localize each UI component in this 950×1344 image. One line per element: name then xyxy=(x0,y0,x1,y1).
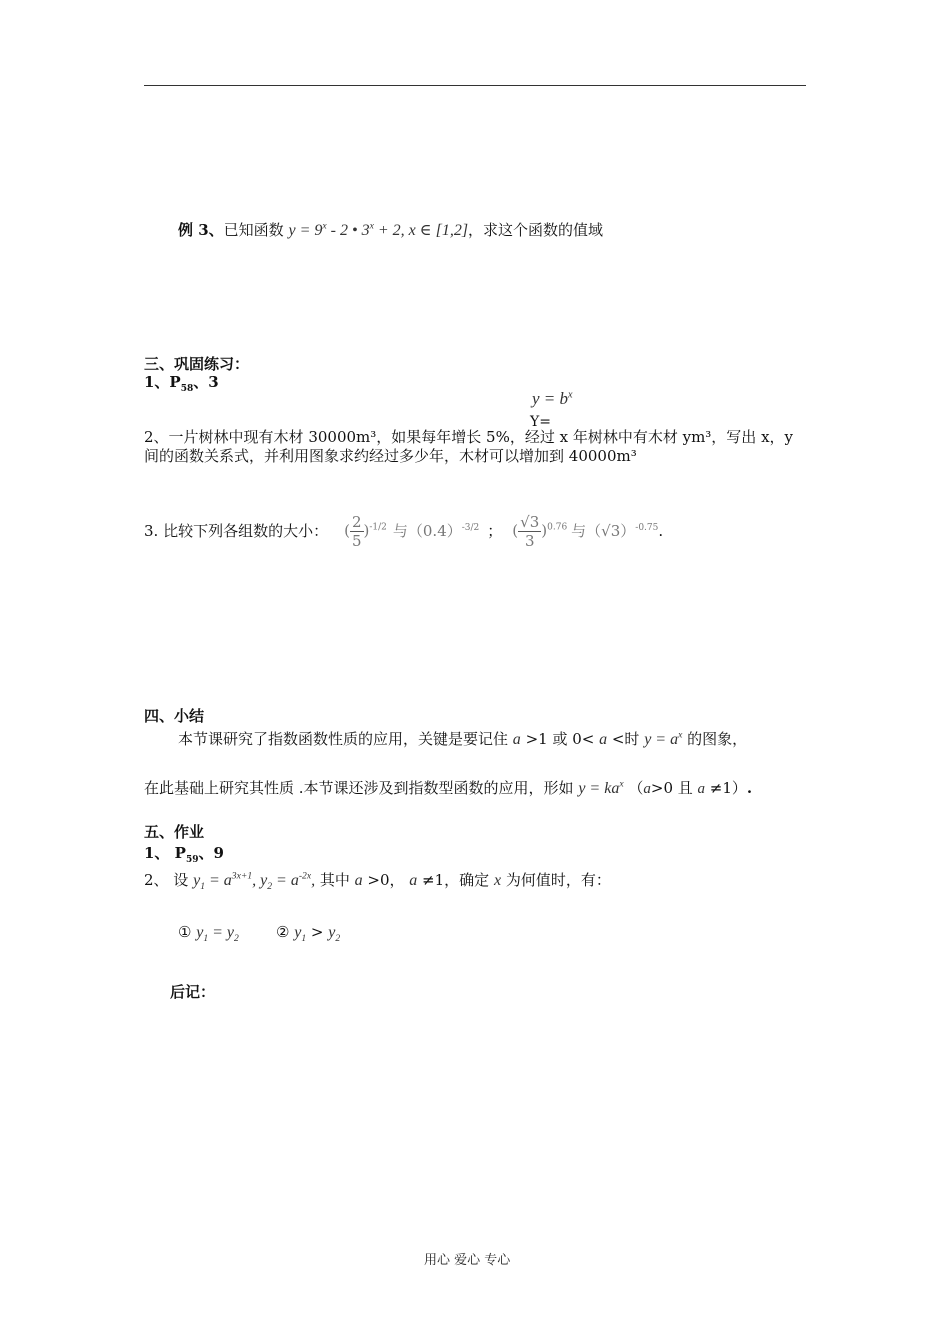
section-3-q3-mid2: 与$(√3)^{-0.75}$ xyxy=(571,522,659,540)
section-5-option-1: ① $y_1 = y_2$ xyxy=(178,923,239,945)
section-3-q2-line2: 间的函数关系式，并利用图象求约经过多少年，木材可以增加到 40000m³ xyxy=(144,447,637,465)
section-3-title: 三、巩固练习： xyxy=(144,355,250,373)
section-3-q3-end: . xyxy=(658,522,664,540)
section-3-q2-line1: 2、一片树林中现有木材 30000m³，如果每年增长 5%，经过 x 年树林中有木材 ym³，写出 x，y xyxy=(144,428,794,446)
section-3-q1: 1、$P_{58}$、3 xyxy=(144,373,219,394)
section-5-q2: 2、 设 $y_1 = a^{3x+1}$, $y_2 = a^{-2x}$, 其中 a >0， a ≠1，确定 x 为何值时，有： xyxy=(144,870,611,893)
section-3-q3-expr-a: ( $\frac{2}{5}$ )$^{-1/2}$ xyxy=(344,512,387,550)
header-rule xyxy=(144,85,806,86)
figure-formula: $y = b^x$ xyxy=(532,389,573,408)
example-3-post: ，求这个函数的值域 xyxy=(468,221,604,239)
footer: 用心 爱心 专心 xyxy=(424,1253,511,1268)
section-5-q1: 1、 $P_{59}$、9 xyxy=(144,844,224,865)
section-4-formula-2: $y = ka^x$ xyxy=(578,778,624,797)
section-3-q3-sep: ； xyxy=(487,522,503,540)
section-5-q2-formula: $y_1 = a^{3x+1}$, $y_2 = a^{-2x}$, xyxy=(193,870,316,893)
section-4-line1: 本节课研究了指数函数性质的应用，关键是要记住 a >1 或 0< a <时 $y = a^x$ 的图象， xyxy=(178,729,748,748)
afterword: 后记： xyxy=(170,983,216,1001)
section-5-title: 五、作业 xyxy=(144,823,205,841)
section-5-option-2: ② $y_1 > y_2$ xyxy=(276,923,341,945)
example-3-label: 例 3、 xyxy=(178,221,224,239)
section-4-title: 四、小结 xyxy=(144,707,205,725)
example-3-formula: $y = 9^x - 2$ • $3^x + 2$, x ∈ [1,2] xyxy=(288,220,469,239)
section-3-q3-label: 3. 比较下列各组数的大小： xyxy=(144,522,329,540)
section-3-q3 xyxy=(144,508,663,554)
section-4-formula-1: $y = a^x$ xyxy=(644,729,683,748)
figure-label: Y= xyxy=(530,414,551,430)
example-3 xyxy=(178,220,603,241)
section-3-q3-mid1: 与$(0.4)^{-3/2}$ xyxy=(392,522,480,540)
section-3-q3-expr-b: ( $\frac{√3}{3}$ )$^{0.76}$ xyxy=(512,512,568,550)
example-3-pre: 已知函数 xyxy=(223,221,284,239)
section-4-line2: 在此基础上研究其性质 .本节课还涉及到指数型函数的应用，形如 $y = ka^x$ （a>0 且 a ≠1）. xyxy=(144,778,753,797)
